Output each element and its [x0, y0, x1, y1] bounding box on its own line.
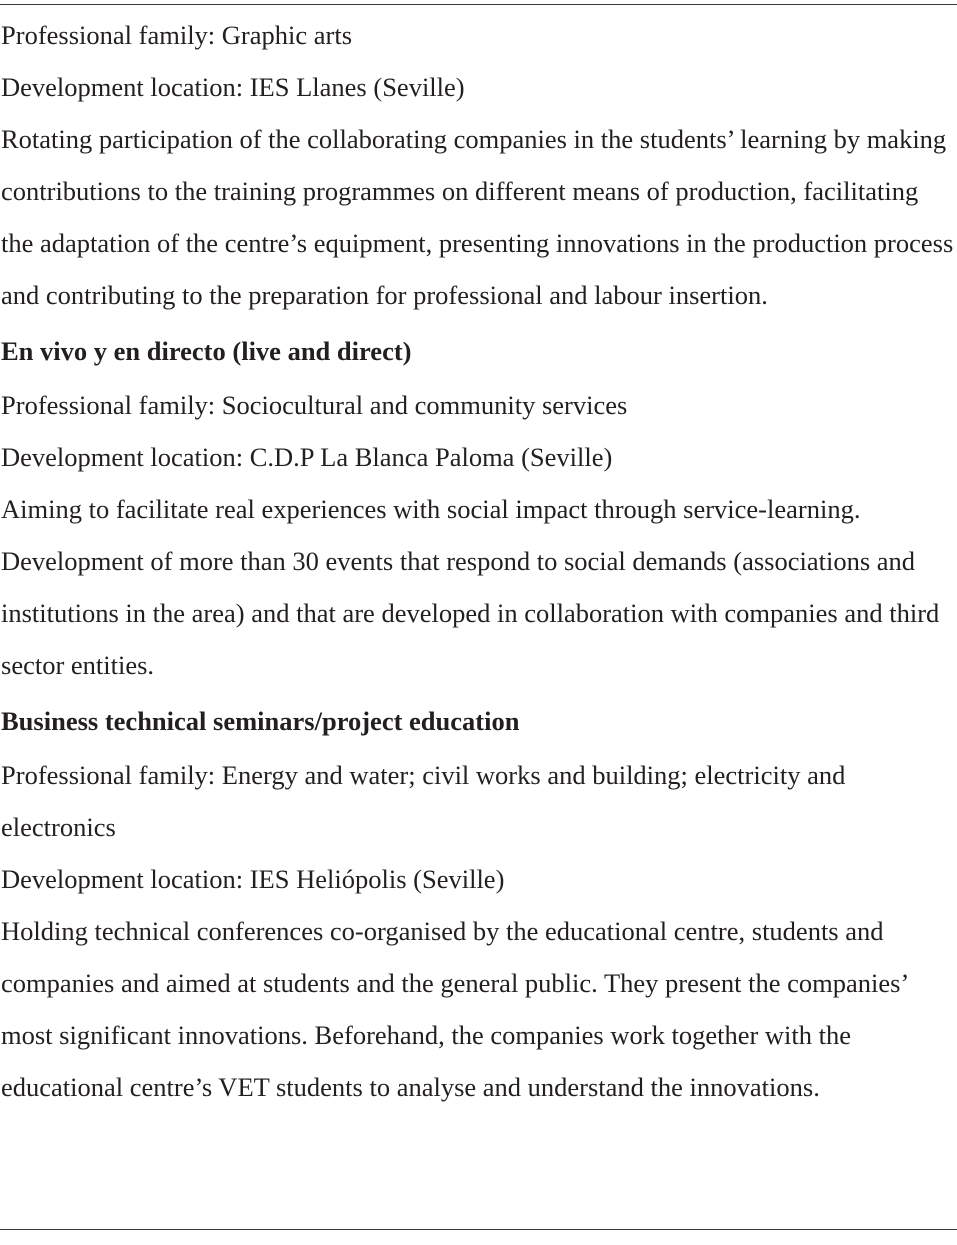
- entry-title: Business technical seminars/project education: [1, 706, 520, 736]
- entry-description: Holding technical conferences co-organised by the educational centre, students and companies and aimed at students and the general public. They present the companies’ most significant innovations. Beforehand, the companies work together with the educational centre’s VET students to analyse and understand the innovations.: [1, 916, 908, 1102]
- professional-family: Professional family: Sociocultural and community services: [1, 390, 628, 420]
- professional-family: Professional family: Energy and water; civil works and building; electricity and electronics: [1, 760, 846, 842]
- entry-business-seminars: [1, 693, 955, 1113]
- development-location: Development location: IES Heliópolis (Seville): [1, 864, 505, 894]
- table-top-rule: [0, 4, 957, 5]
- table-content: [1, 9, 955, 1113]
- entry-title: En vivo y en directo (live and direct): [1, 336, 412, 366]
- entry-live-and-direct: [1, 323, 955, 691]
- entry-graphic-arts: [1, 9, 955, 321]
- table-bottom-rule: [0, 1229, 957, 1230]
- entry-description: Rotating participation of the collaborating companies in the students’ learning by making contributions to the training programmes on different means of production, facilitating the adaptation of the centre’s equipment, presenting innovations in the production process and contributing to the preparation for professional and labour insertion.: [1, 124, 954, 310]
- development-location: Development location: C.D.P La Blanca Paloma (Seville): [1, 442, 613, 472]
- professional-family: Professional family: Graphic arts: [1, 20, 353, 50]
- development-location: Development location: IES Llanes (Seville): [1, 72, 465, 102]
- entry-description: Aiming to facilitate real experiences with social impact through service-learning. Development of more than 30 events that respond to social demands (associations and institutions in the area) and that are developed in collaboration with companies and third sector entities.: [1, 494, 940, 680]
